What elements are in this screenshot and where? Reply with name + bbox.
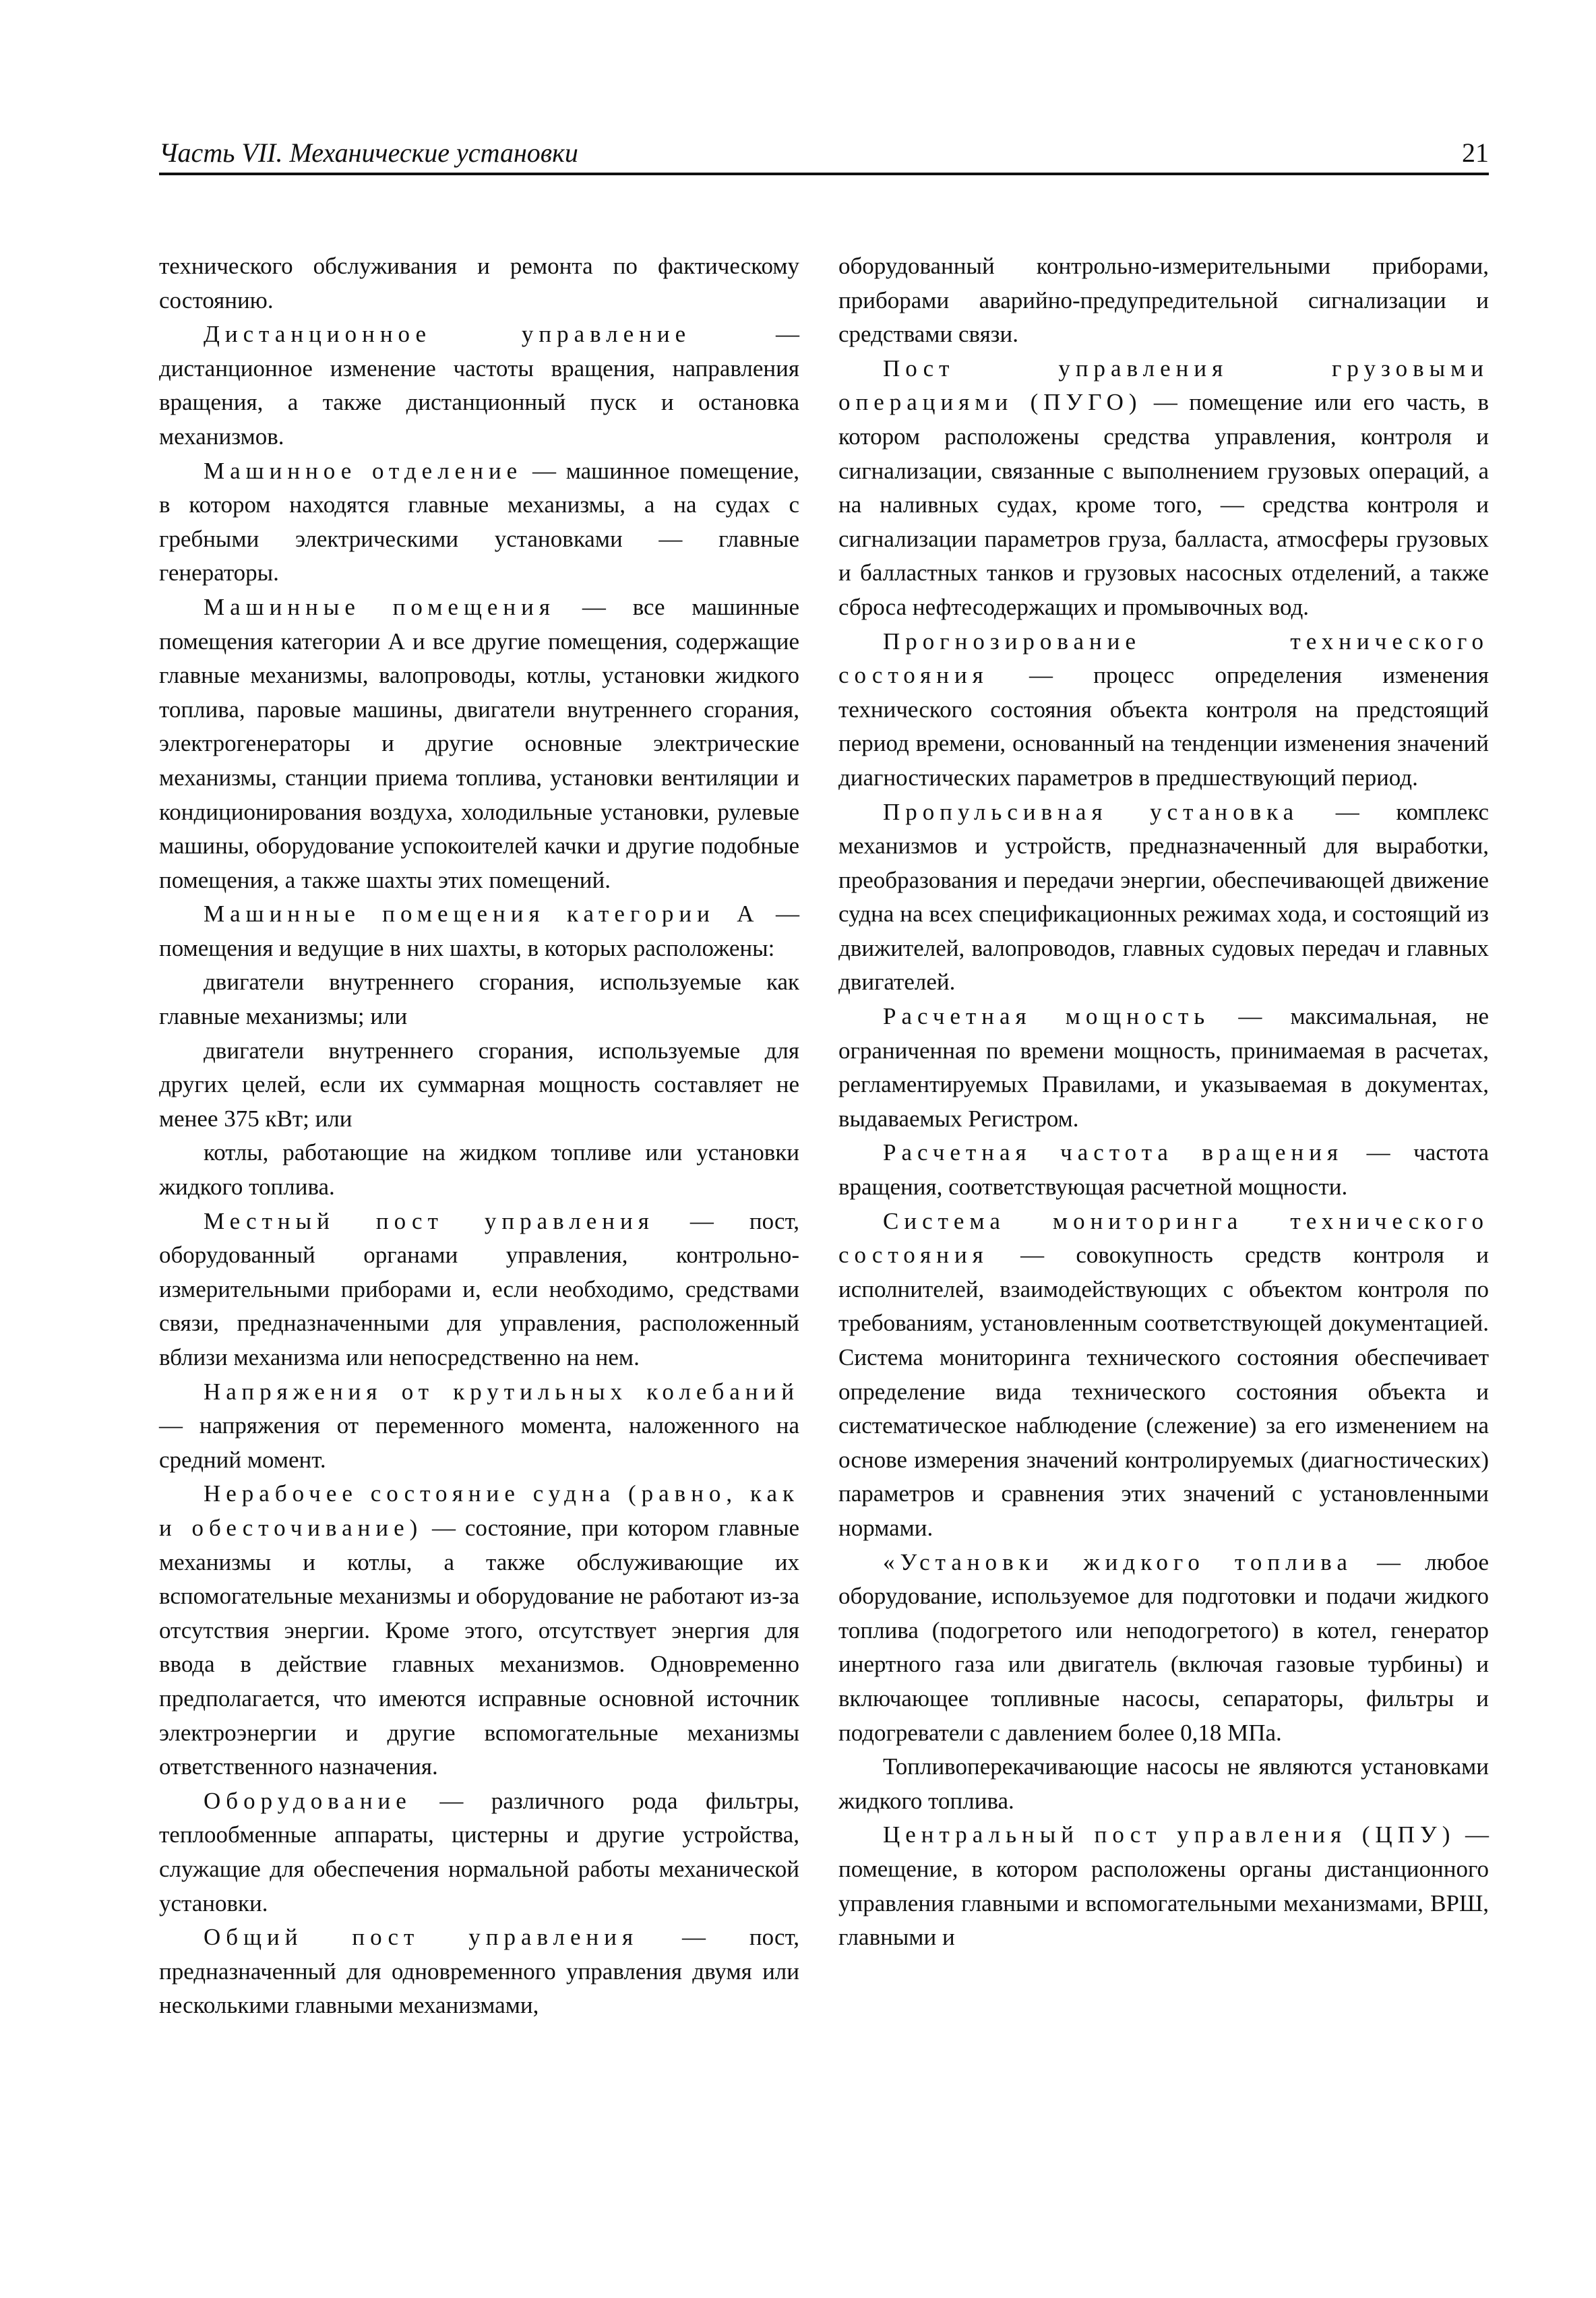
page-number: 21: [1462, 138, 1489, 168]
definition: — различного рода фильтры, теплообменные аппараты, цистерны и другие устройства, служащие для обеспечения нормальной работы механической установки.: [159, 1787, 799, 1916]
definition: — совокупность средств контроля и исполнителей, взаимодействующих с объектом контроля по требованиям, установленным соответствующей документацией. Система мониторинга технического состояния обеспечивает определение вида технического состояния объекта и систематическое наблюдение (слежение) за его изменением на основе измерения значений контролируемых (диагностических) параметров и сравнения этих значений с установленными нормами.: [838, 1242, 1489, 1541]
term: Центральный пост управления (ЦПУ): [883, 1821, 1456, 1848]
definition: — помещения и ведущие в них шахты, в которых расположены:: [159, 901, 800, 961]
running-title: Часть VII. Механические установки: [159, 138, 578, 168]
term: Пропульсивная установка: [883, 798, 1299, 825]
definition: технического обслуживания и ремонта по фактическому состоянию.: [159, 253, 799, 313]
paragraph: [159, 897, 799, 965]
term: Дистанционное управление: [204, 321, 692, 348]
definition: — состояние, при котором главные механизмы и котлы, а также обслуживающие их вспомогательные механизмы и оборудование не работают из-за отсутствия энергии. Кроме этого, отсутствует энергия для ввода в действие главных механизмов. Одновременно предполагается, что имеются исправные основной источник электроэнергии и другие вспомогательные механизмы ответственного назначения.: [159, 1514, 799, 1780]
term: Общий пост управления: [204, 1924, 639, 1951]
term: Система мониторинга технического состояния: [838, 1207, 1489, 1269]
definition: — любое оборудование, используемое для подготовки и подачи жидкого топлива (подогретого или неподогретого) в котел, генератор инертного газа или двигатель (включая газовые турбины) и включающее топливные насосы, сепараторы, фильтры и подогреватели с давлением более 0,18 МПа.: [838, 1548, 1489, 1746]
term: Оборудование: [204, 1787, 412, 1814]
definition: — комплекс механизмов и устройств, предназначенный для выработки, преобразования и передачи энергии, обеспечивающей движение судна на всех спецификационных режимах хода, и состоящий из движителей, валопроводов, главных судовых передач и главных двигателей.: [838, 798, 1489, 996]
definition: Топливоперекачивающие насосы не являются установками жидкого топлива.: [838, 1753, 1489, 1814]
term: Машинные помещения: [204, 593, 555, 620]
left-column: [159, 249, 799, 2023]
definition: — частота вращения, соответствующая расчетной мощности.: [838, 1139, 1489, 1201]
paragraph: [838, 1205, 1489, 1546]
term: Расчетная мощность: [883, 1003, 1210, 1030]
paragraph: [838, 249, 1489, 352]
paragraph: [159, 1205, 799, 1375]
paragraph: [159, 1477, 799, 1784]
term: Прогнозирование технического состояния: [838, 628, 1489, 689]
definition: котлы, работающие на жидком топливе или установки жидкого топлива.: [159, 1139, 799, 1201]
right-column: [838, 249, 1489, 1955]
term: Местный пост управления: [204, 1207, 654, 1234]
paragraph: [838, 1818, 1489, 1954]
paragraph: [159, 1136, 799, 1204]
page-header: [159, 133, 1489, 175]
paragraph: [838, 1136, 1489, 1204]
term: «Установки жидкого топлива: [883, 1548, 1353, 1575]
paragraph: [838, 1546, 1489, 1751]
definition: двигатели внутреннего сгорания, используемые для других целей, если их суммарная мощность составляет не менее 375 кВт; или: [159, 1037, 799, 1132]
paragraph: [159, 318, 799, 454]
paragraph: [838, 352, 1489, 625]
definition: — пост, предназначенный для одновременного управления двумя или несколькими главными механизмами,: [159, 1924, 799, 2019]
definition: — процесс определения изменения технического состояния объекта контроля на предстоящий период времени, основанный на тенденции изменения значений диагностических параметров в предшествующий период.: [838, 662, 1489, 791]
paragraph: [159, 965, 799, 1033]
term: Расчетная частота вращения: [883, 1139, 1344, 1166]
paragraph: [159, 591, 799, 897]
paragraph: [159, 1784, 799, 1921]
definition: оборудованный контрольно-измерительными приборами, приборами аварийно-предупредительной сигнализации и средствами связи.: [838, 253, 1489, 348]
paragraph: [838, 625, 1489, 795]
term: Машинное отделение: [204, 457, 523, 484]
definition: — помещение или его часть, в котором расположены средства управления, контроля и сигнализации, связанные с выполнением грузовых операций, а на наливных судах, кроме того, — средства контроля и сигнализации параметров груза, балласта, атмосферы грузовых и балластных танков и грузовых насосных отделений, а также сброса нефтесодержащих и промывочных вод.: [838, 389, 1489, 620]
term: Пост управления грузовыми операциями (ПУГО): [838, 355, 1489, 416]
paragraph: [159, 454, 799, 591]
paragraph: [159, 1921, 799, 2023]
definition: — максимальная, не ограниченная по времени мощность, принимаемая в расчетах, регламентируемых Правилами, и указываемая в документах, выдаваемых Регистром.: [838, 1003, 1490, 1132]
definition: двигатели внутреннего сгорания, используемые как главные механизмы; или: [159, 969, 799, 1030]
definition: — дистанционное изменение частоты вращения, направления вращения, а также дистанционный пуск и остановка механизмов.: [159, 321, 799, 450]
paragraph: [838, 1000, 1489, 1136]
paragraph: [838, 795, 1489, 1000]
definition: — напряжения от переменного момента, наложенного на средний момент.: [159, 1412, 799, 1473]
definition: — пост, оборудованный органами управления, контрольно-измерительными приборами и, если необходимо, средствами связи, предназначенными для управления, расположенный вблизи механизма или непосредственно на нем.: [159, 1207, 799, 1370]
paragraph: [838, 1750, 1489, 1818]
paragraph: [159, 249, 799, 318]
definition: — помещение, в котором расположены органы дистанционного управления главными и вспомогательными механизмами, ВРШ, главными и: [838, 1821, 1490, 1951]
definition: — машинное помещение, в котором находятся главные механизмы, а на судах с гребными электрическими установками — главные генераторы.: [159, 457, 799, 586]
term: Напряжения от крутильных колебаний: [204, 1378, 799, 1405]
paragraph: [159, 1375, 799, 1478]
term: Машинные помещения категории А: [204, 901, 760, 928]
term: Нерабочее состояние судна (равно, как и обесточивание): [159, 1480, 799, 1541]
paragraph: [159, 1034, 799, 1137]
definition: — все машинные помещения категории А и все другие помещения, содержащие главные механизмы, валопроводы, котлы, установки жидкого топлива, паровые машины, двигатели внутреннего сгорания, электрогенераторы и другие основные электрические механизмы, станции приема топлива, установки вентиляции и кондиционирования воздуха, холодильные установки, рулевые машины, оборудование успокоителей качки и другие подобные помещения, а также шахты этих помещений.: [159, 593, 799, 893]
